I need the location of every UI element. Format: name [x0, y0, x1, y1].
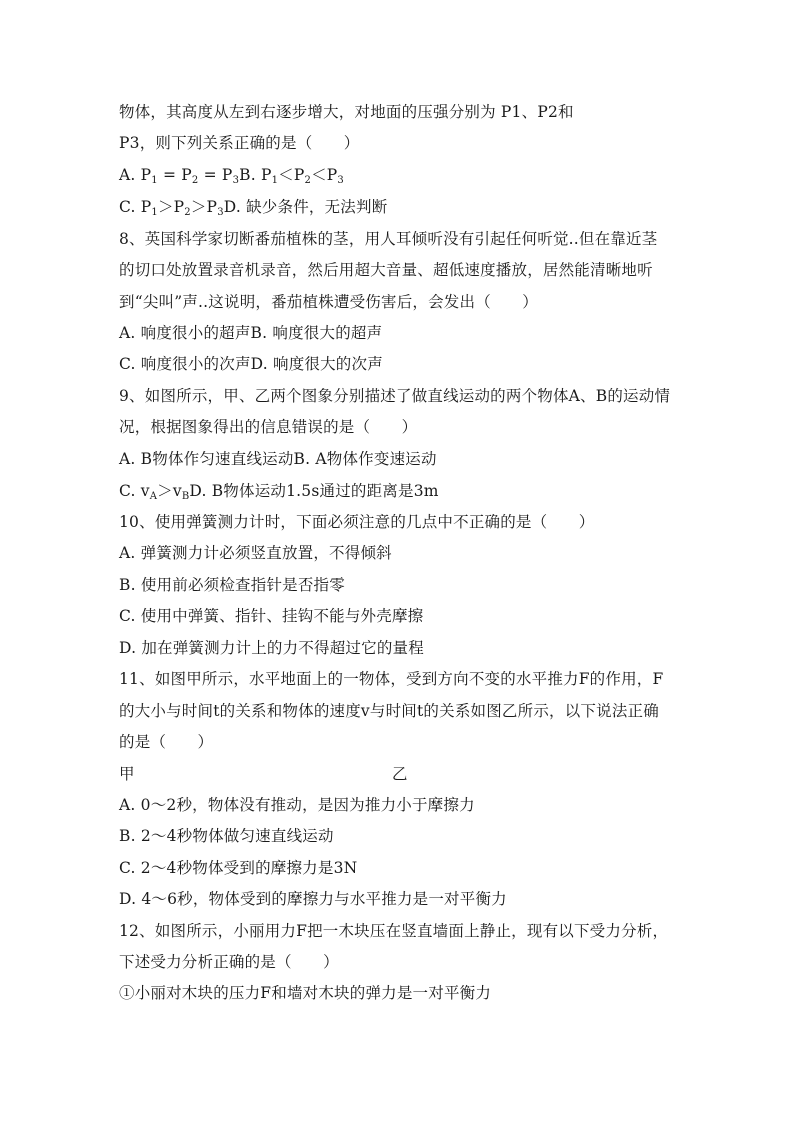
q7-options-ab — [119, 165, 344, 191]
q12-line2: 下述受力分析正确的是（ ） — [119, 953, 339, 971]
q8-options-cd: C. 响度很小的次声D. 响度很大的次声 — [119, 355, 383, 373]
q8-line1: 8、英国科学家切断番茄植株的茎，用人耳倾听没有引起任何听觉..但在靠近茎 — [119, 230, 658, 248]
q9-option-c-label: C. v — [119, 482, 150, 500]
q9-options-cd — [119, 481, 439, 507]
q11-line2: 的大小与时间t的关系和物体的速度v与时间t的关系如图乙所示，以下说法正确 — [119, 702, 659, 720]
subscript: 2 — [304, 175, 312, 186]
q11-figure-labels — [119, 764, 419, 784]
subscript: 1 — [151, 207, 158, 218]
q10-option-b: B. 使用前必须检查指针是否指零 — [119, 576, 345, 594]
q7-stem-line2: P3，则下列关系正确的是（ ） — [119, 134, 360, 152]
q9-line1: 9、如图所示，甲、乙两个图象分别描述了做直线运动的两个物体A、B的运动情 — [119, 387, 671, 405]
subscript: 3 — [337, 175, 344, 186]
q11-option-d: D. 4～6秒，物体受到的摩擦力与水平推力是一对平衡力 — [119, 890, 507, 908]
q11-line1: 11、如图甲所示，水平地面上的一物体，受到方向不变的水平推力F的作用，F — [119, 670, 664, 688]
q11-line3: 的是（ ） — [119, 733, 214, 751]
q12-line1: 12、如图所示，小丽用力F把一木块压在竖直墙面上静止，现有以下受力分析， — [119, 922, 669, 940]
q8-line3: 到“尖叫”声..这说明，番茄植株遭受伤害后，会发出（ ） — [119, 293, 539, 311]
subscript: 2 — [191, 175, 199, 186]
q9-options-ab: A. B物体作匀速直线运动B. A物体作变速运动 — [119, 450, 437, 468]
greater-than: ＞P — [190, 198, 218, 216]
subscript: 3 — [232, 175, 240, 186]
subscript: A — [149, 491, 158, 502]
less-than: ＜P — [278, 166, 305, 184]
q8-options-ab: A. 响度很小的超声B. 响度很大的超声 — [119, 324, 383, 342]
q7-stem-line1: 物体，其高度从左到右逐步增大，对地面的压强分别为 P1、P2和 — [119, 103, 574, 121]
subscript: B — [181, 491, 190, 502]
greater-than: ＞v — [157, 482, 182, 500]
greater-than: ＞P — [157, 198, 185, 216]
subscript: 1 — [151, 175, 158, 186]
q9-line2: 况，根据图象得出的信息错误的是（ ） — [119, 418, 418, 436]
less-than: ＜P — [311, 166, 338, 184]
subscript: 2 — [184, 207, 191, 218]
q7-option-a-label: A. P — [119, 166, 152, 184]
figure-label-yi: 乙 — [392, 765, 408, 783]
q10-option-c: C. 使用中弹簧、指针、挂钩不能与外壳摩擦 — [119, 607, 424, 625]
q11-option-a: A. 0～2秒，物体没有推动，是因为推力小于摩擦力 — [119, 796, 475, 814]
q7-option-d: D. 缺少条件，无法判断 — [223, 198, 388, 216]
q11-option-b: B. 2～4秒物体做匀速直线运动 — [119, 827, 334, 845]
equals: = P — [198, 166, 233, 184]
equals: = P — [157, 166, 192, 184]
q8-line2: 的切口处放置录音机录音，然后用超大音量、超低速度播放，居然能清晰地听 — [119, 261, 653, 279]
figure-label-jia: 甲 — [119, 765, 135, 783]
q10-line1: 10、使用弹簧测力计时，下面必须注意的几点中不正确的是（ ） — [119, 513, 595, 531]
q9-option-d: D. B物体运动1.5s通过的距离是3m — [189, 482, 439, 500]
q7-option-c-label: C. P — [119, 198, 152, 216]
q12-item1: ①小丽对木块的压力F和墙对木块的弹力是一对平衡力 — [119, 984, 492, 1002]
q10-option-d: D. 加在弹簧测力计上的力不得超过它的量程 — [119, 639, 424, 657]
subscript: 1 — [271, 175, 279, 186]
q7-options-cd — [119, 197, 387, 223]
q10-option-a: A. 弹簧测力计必须竖直放置，不得倾斜 — [119, 544, 392, 562]
subscript: 3 — [217, 207, 224, 218]
q7-option-b-label: B. P — [239, 166, 272, 184]
q11-option-c: C. 2～4秒物体受到的摩擦力是3N — [119, 859, 358, 877]
